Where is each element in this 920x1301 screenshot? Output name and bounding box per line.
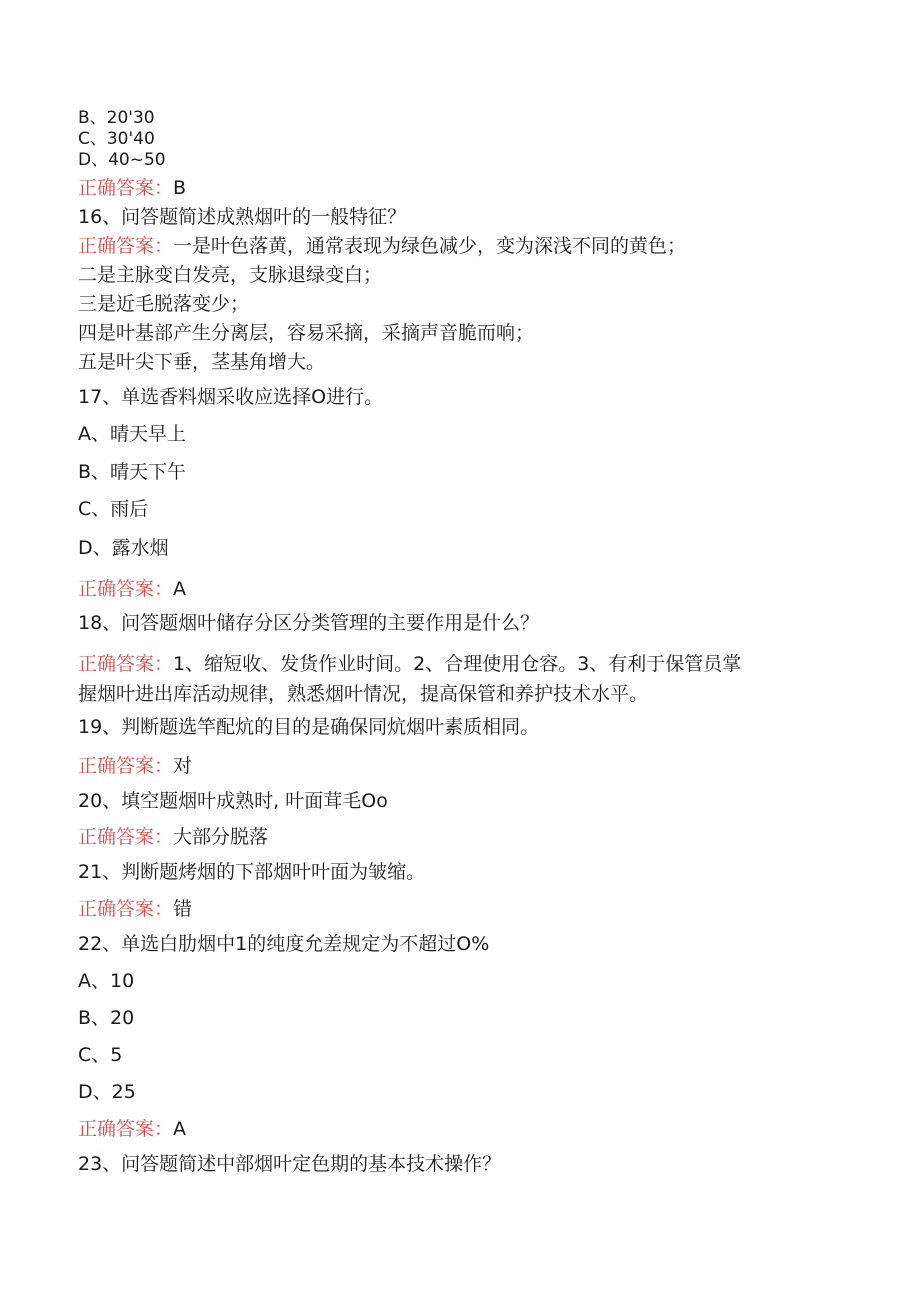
answer-value: A: [173, 1118, 187, 1140]
answer-value: 错: [173, 898, 193, 920]
option-d: D、40~50: [78, 150, 166, 170]
answer-label: 正确答案：: [78, 826, 174, 848]
option-c: C、5: [78, 1044, 123, 1066]
answer-text: 二是主脉变白发亮，支脉退绿变白；: [78, 264, 383, 286]
option-c: C、30'40: [78, 129, 155, 149]
answer-line: [78, 897, 192, 921]
answer-line: [78, 652, 741, 676]
answer-text: 五是叶尖下垂，茎基角增大。: [78, 351, 326, 373]
answer-value: 对: [173, 755, 193, 777]
answer-text: 一是叶色落黄，通常表现为绿色减少，变为深浅不同的黄色；: [173, 235, 687, 257]
option-b: B、20: [78, 1007, 135, 1029]
question-17: 17、单选香料烟采收应选择O进行。: [78, 386, 384, 408]
answer-label: 正确答案：: [78, 235, 174, 257]
answer-line: [78, 234, 686, 258]
option-b: B、晴天下午: [78, 461, 187, 483]
question-22: 22、单选白肋烟中1的纯度允差规定为不超过O%: [78, 933, 490, 955]
question-19: 19、判断题选竿配炕的目的是确保同炕烟叶素质相同。: [78, 716, 540, 738]
question-23: 23、问答题简述中部烟叶定色期的基本技术操作？: [78, 1153, 502, 1175]
question-20: 20、填空题烟叶成熟时, 叶面茸毛Oo: [78, 790, 388, 812]
answer-text: 1、缩短收、发货作业时间。2、合理使用仓容。3、有利于保管员掌: [173, 653, 742, 675]
question-16: 16、问答题简述成熟烟叶的一般特征？: [78, 206, 407, 228]
answer-label: 正确答案：: [78, 177, 174, 199]
answer-value: B: [173, 177, 187, 199]
answer-value: A: [173, 578, 187, 600]
answer-line: [78, 176, 186, 200]
option-d: D、露水烟: [78, 537, 169, 559]
question-18: 18、问答题烟叶储存分区分类管理的主要作用是什么？: [78, 612, 540, 634]
answer-text: 握烟叶进出库活动规律，熟悉烟叶情况，提高保管和养护技术水平。: [78, 683, 649, 705]
answer-line: [78, 577, 186, 601]
answer-line: [78, 825, 268, 849]
answer-text: 四是叶基部产生分离层，容易采摘，采摘声音脆而响；: [78, 322, 535, 344]
answer-line: [78, 754, 192, 778]
question-21: 21、判断题烤烟的下部烟叶叶面为皱缩。: [78, 861, 426, 883]
answer-text: 三是近毛脱落变少；: [78, 293, 250, 315]
option-d: D、25: [78, 1081, 136, 1103]
answer-label: 正确答案：: [78, 898, 174, 920]
answer-label: 正确答案：: [78, 1118, 174, 1140]
answer-label: 正确答案：: [78, 653, 174, 675]
answer-label: 正确答案：: [78, 578, 174, 600]
answer-value: 大部分脱落: [173, 826, 269, 848]
answer-label: 正确答案：: [78, 755, 174, 777]
answer-line: [78, 1117, 186, 1141]
option-a: A、晴天早上: [78, 423, 186, 445]
option-a: A、10: [78, 970, 135, 992]
option-b: B、20'30: [78, 108, 155, 128]
option-c: C、雨后: [78, 498, 149, 520]
